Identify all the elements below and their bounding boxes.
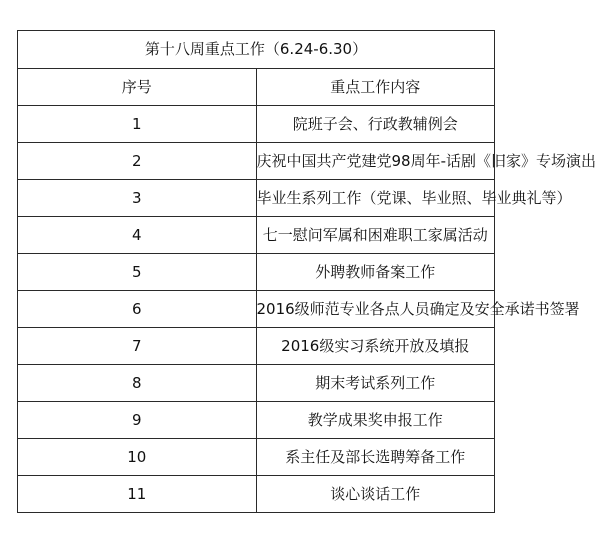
row-content: 外聘教师备案工作 bbox=[256, 254, 495, 291]
table-title-row bbox=[18, 31, 495, 69]
row-content: 2016级师范专业各点人员确定及安全承诺书签署 bbox=[256, 291, 495, 328]
row-index: 11 bbox=[18, 476, 257, 513]
table-row bbox=[18, 328, 495, 365]
table-row bbox=[18, 291, 495, 328]
row-content: 庆祝中国共产党建党98周年-话剧《旧家》专场演出 bbox=[256, 143, 495, 180]
table-row bbox=[18, 402, 495, 439]
row-index: 3 bbox=[18, 180, 257, 217]
table-title: 第十八周重点工作（6.24-6.30） bbox=[18, 31, 495, 69]
row-content: 2016级实习系统开放及填报 bbox=[256, 328, 495, 365]
row-index: 5 bbox=[18, 254, 257, 291]
table-row bbox=[18, 254, 495, 291]
row-index: 8 bbox=[18, 365, 257, 402]
row-content: 毕业生系列工作（党课、毕业照、毕业典礼等） bbox=[256, 180, 495, 217]
row-index: 7 bbox=[18, 328, 257, 365]
row-content: 院班子会、行政教辅例会 bbox=[256, 106, 495, 143]
row-index: 2 bbox=[18, 143, 257, 180]
table-row bbox=[18, 476, 495, 513]
row-content: 期末考试系列工作 bbox=[256, 365, 495, 402]
header-content: 重点工作内容 bbox=[256, 69, 495, 106]
row-index: 9 bbox=[18, 402, 257, 439]
row-index: 4 bbox=[18, 217, 257, 254]
row-content: 教学成果奖申报工作 bbox=[256, 402, 495, 439]
table-row bbox=[18, 180, 495, 217]
row-content: 谈心谈话工作 bbox=[256, 476, 495, 513]
table-row bbox=[18, 143, 495, 180]
table-row bbox=[18, 365, 495, 402]
table-row bbox=[18, 217, 495, 254]
table-row bbox=[18, 439, 495, 476]
row-content: 七一慰问军属和困难职工家属活动 bbox=[256, 217, 495, 254]
table-header-row bbox=[18, 69, 495, 106]
header-index: 序号 bbox=[18, 69, 257, 106]
table-row bbox=[18, 106, 495, 143]
row-content: 系主任及部长选聘筹备工作 bbox=[256, 439, 495, 476]
weekly-work-table bbox=[17, 30, 596, 513]
row-index: 10 bbox=[18, 439, 257, 476]
row-index: 1 bbox=[18, 106, 257, 143]
row-index: 6 bbox=[18, 291, 257, 328]
